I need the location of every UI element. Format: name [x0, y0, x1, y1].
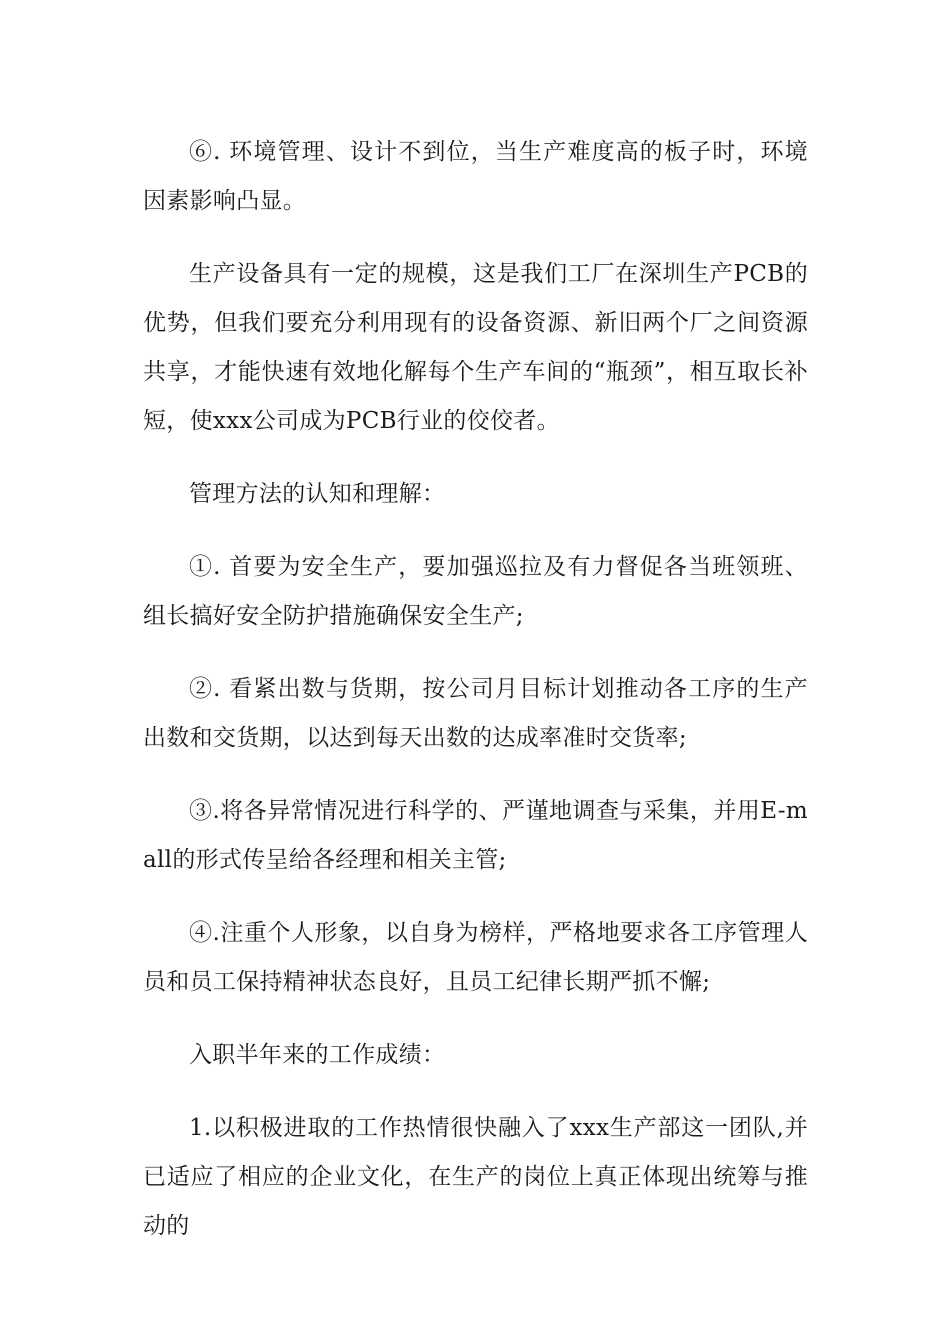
- heading-management-methods: 管理方法的认知和理解：: [189, 481, 446, 507]
- paragraph-personal-image: ④.注重个人形象，以自身为榜样，严格地要求各工序管理人员和员工保持精神状态良好，且员工纪律长期严抓不懈;: [143, 920, 808, 995]
- paragraph-safety-first: ①. 首要为安全生产，要加强巡拉及有力督促各当班领班、组长搞好安全防护措施确保安全生产;: [143, 554, 808, 629]
- paragraph-environment-issue: ⑥. 环境管理、设计不到位，当生产难度高的板子时，环境因素影响凸显。: [143, 139, 808, 214]
- paragraph-exception-reporting: ③.将各异常情况进行科学的、严谨地调查与采集，并用E-mall的形式传呈给各经理和相关主管;: [143, 798, 808, 873]
- paragraph-achievement-1: 1.以积极进取的工作热情很快融入了xxx生产部这一团队,并已适应了相应的企业文化，在生产的岗位上真正体现出统筹与推动的: [143, 1115, 808, 1239]
- paragraph-equipment-advantage: 生产设备具有一定的规模，这是我们工厂在深圳生产PCB的优势，但我们要充分利用现有的设备资源、新旧两个厂之间资源共享，才能快速有效地化解每个生产车间的“瓶颈”，相互取长补短，使xxx公司成为PCB行业的佼佼者。: [143, 261, 808, 434]
- paragraph-output-delivery: ②. 看紧出数与货期，按公司月目标计划推动各工序的生产出数和交货期，以达到每天出数的达成率准时交货率;: [143, 676, 808, 751]
- heading-work-achievements: 入职半年来的工作成绩：: [189, 1042, 446, 1068]
- document-body: [143, 128, 808, 1275]
